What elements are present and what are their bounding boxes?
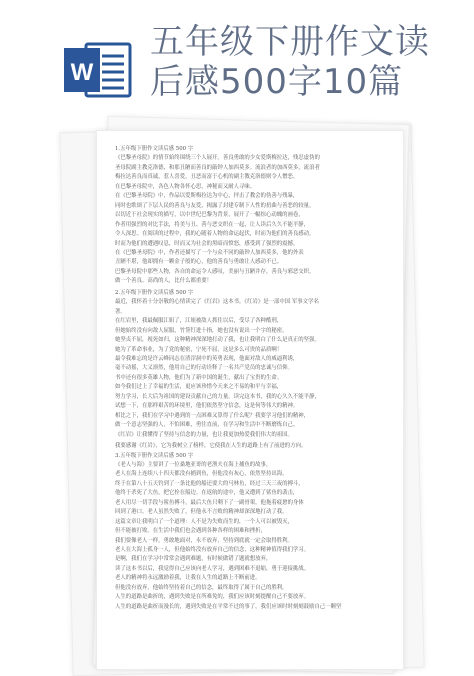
document-text-line: 做一个善良、高尚的人，比什么都重要！ (115, 278, 213, 285)
document-text-line: 在红岩里，我最佩服江姐了，江姐被敌人抓住以后，受尽了各种酷刑， (115, 318, 283, 325)
document-text-line: 作者用强烈的对比手法，将美与丑、善与恶交织在一起，让人读后久久不能平静， (115, 221, 310, 228)
document-text-line: 在巴黎圣母院中，各色人物各怀心思，神秘而又耐人寻味。 (115, 183, 256, 190)
title-line-1: 五年级下册作文读 (150, 22, 430, 62)
document-text-line: 圣母院副主教克洛德，和那丑陋而善良的敲钟人加西莫多。流浪者的加西莫多，流浪者 (115, 164, 320, 171)
document-text-line: 相比之下，我们在学习中遇到的一点困难又算得了什么呢？我要学习他们的精神， (115, 412, 310, 419)
document-text-line: 我们要像老人一样，勇敢地面对，永不放弃，坚持到底就一定会取得胜利。 (115, 537, 293, 544)
document-text-line: 老人在海上连续八十四天都没有捕到鱼，但他没有灰心，依然坚持出海， (115, 471, 288, 478)
document-text-line: 毫不动摇，大义凛然，他用自己的行动诠释了一名共产党员的忠诚与信仰。 (115, 365, 293, 372)
document-text-line: 著。 (115, 308, 126, 315)
document-text-line: 以切近于社会现实的描写，以中世纪巴黎为背景，展开了一幅惊心动魄的画卷， (115, 212, 304, 219)
document-text-line: 这篇文章让我明白了一个道理：人不是为失败而生的，一个人可以被毁灭， (115, 518, 293, 525)
document-text-line: 在《巴黎圣母院》中，作者还描写了一个与众不同的敲钟人加西莫多，他的外表 (115, 249, 304, 256)
document-text-line: 时而为他们的遭遇叹息，时而又为社会的黑暗而愤怒，感受到了强烈的震撼。 (115, 240, 299, 247)
document-text-line: 终于在第八十五天钓到了一条比他的船还要大的马林鱼，经过三天三夜的搏斗， (115, 480, 304, 487)
word-icon-letter: W (70, 59, 94, 86)
header-banner (0, 0, 474, 130)
document-text-line: 做一个意志坚强的人，不怕困难，勇往直前，在学习和生活中不断磨炼自己。 (115, 422, 299, 429)
document-text-line: 是啊，我们在学习中常常会遇到难题，有时候做错了题就想放弃， (115, 556, 272, 563)
document-text-line: 人生的道路是曲折的，遇到失败是在所难免的，我们应该时刻提醒自己不要放弃。 (115, 594, 310, 601)
document-text-line: 如今我们过上了幸福的生活，更应该珍惜今天来之不易的和平与幸福， (115, 384, 283, 391)
document-text-line: 梅拉达善良而真诚，惹人喜爱，丑恶而富于心机的副主教克洛德则令人憎恶。 (115, 174, 299, 181)
document-text-line: 同时也歌颂了下层人民的善良与友爱，揭露了封建专制下人性的扭曲与善恶的较量。 (115, 202, 315, 209)
document-text-line: 3.五年级下册作文读后感 500 字 (115, 452, 194, 459)
document-preview-stack (86, 118, 400, 670)
document-text-line: 巴黎圣母院中那些人物，各自的命运令人感叹，美丽与丑陋并存，善良与邪恶交织。 (115, 268, 315, 275)
document-text-line: 我要感谢《红岩》，它为我树立了榜样，它使我在人生的道路上有了前进的方向。 (115, 443, 307, 450)
document-text-line: 令人深思。在阅读的过程中，我的心随着人物的命运起伏，时而为他们的善良感动， (115, 231, 315, 238)
page-title (150, 22, 470, 102)
document-text-line: 丑陋不堪，他却拥有一颗金子般的心，他的善良与勇敢让人感动不已。 (115, 259, 283, 266)
document-text-line: 《红岩》让我懂得了坚持与信念的力量，也让我更加热爱我们伟大的祖国。 (115, 431, 293, 438)
document-text-line: 试想一下，在那样艰苦的环境里，他们依然坚守信念，这是何等伟大的精神。 (115, 403, 299, 410)
document-text-line: 读了这本书以后，我觉得自己应该向老人学习，遇到困难不退缩，勇于迎接挑战。 (115, 565, 310, 572)
document-text-line: 她坚贞不屈，视死如归，这种精神深深地打动了我，也让我明白了什么是真正的坚强。 (115, 337, 320, 344)
document-text-line: 努力学习，长大后为祖国的建设贡献自己的力量。读完这本书，我的心久久不能平静， (115, 393, 320, 400)
document-text-line: 在《巴黎圣母院》中，作品以爱斯梅拉达为中心，抨击了教会的伪善与残暴， (115, 193, 299, 200)
document-text-line: 最令我难忘的是许云峰同志在渣滓洞中的英勇表现，他面对敌人的威逼利诱， (115, 355, 299, 362)
document-page (96, 130, 404, 670)
document-text-line: 人生的道路是曲折而漫长的，遇到失败是在平常不过的事了，我们应该时时刻刻鼓励自己一颗坚 (115, 603, 342, 610)
document-text-line: 但不能被打败。在生活中我们也会遇到各种各样的困难和挫折， (115, 528, 266, 535)
document-text-line: 老人的精神将永远激励着我，让我在人生的道路上不断前进。 (115, 575, 261, 582)
document-text-line: 她为了革命事业，为了党的秘密，宁死不屈，这是多么可贵的品质啊！ (115, 346, 283, 353)
document-text-line: 他终于杀死了大鱼，把它拴在船边。在返航的途中，他又遭到了鲨鱼的袭击， (115, 490, 299, 497)
document-text-line: 回到了港口。老人虽然失败了，但他永不言败的精神却深深地打动了我。 (115, 509, 288, 516)
document-text-line: 1.五年级下册作文读后感 500 字 (115, 146, 194, 152)
document-text-line: 最近，我怀着十分崇敬的心情读完了《红岩》这本书。《红岩》是一部中国 军事文学名 (115, 299, 319, 306)
document-text-line: 老人在大海上孤身一人，但他始终没有放弃自己的信念，这种精神值得我们学习。 (115, 547, 310, 554)
document-text-line: 但他没有放弃，他始终坚持着自己的信念，最终取得了属于自己的胜利。 (115, 584, 288, 591)
document-text-line: 书中还有很多英雄人物，他们为了新中国的诞生，献出了宝贵的生命。 (115, 374, 283, 381)
document-text-line: 《巴黎圣母院》的情节始终围绕三个人展开。善良勇敢的少女爱斯梅拉达，残忍虚伪的 (115, 155, 320, 162)
document-text-line: 老人用尽一切手段与鲨鱼搏斗，最后大鱼只剩下了一副骨架，他拖着疲惫的身体 (115, 499, 304, 506)
document-text-line: 《老人与海》主要讲了一位桑地亚哥的老渔夫在海上捕鱼的故事， (115, 461, 272, 468)
title-line-2: 后感500字10篇 (150, 62, 404, 102)
document-text-line: 但她始终没有向敌人屈服，竹签钉进十指，她也没有说出一个字的秘密。 (115, 327, 288, 334)
document-text-line: 2.五年级下册作文读后感 500 字 (115, 289, 194, 296)
word-document-icon (64, 40, 132, 100)
